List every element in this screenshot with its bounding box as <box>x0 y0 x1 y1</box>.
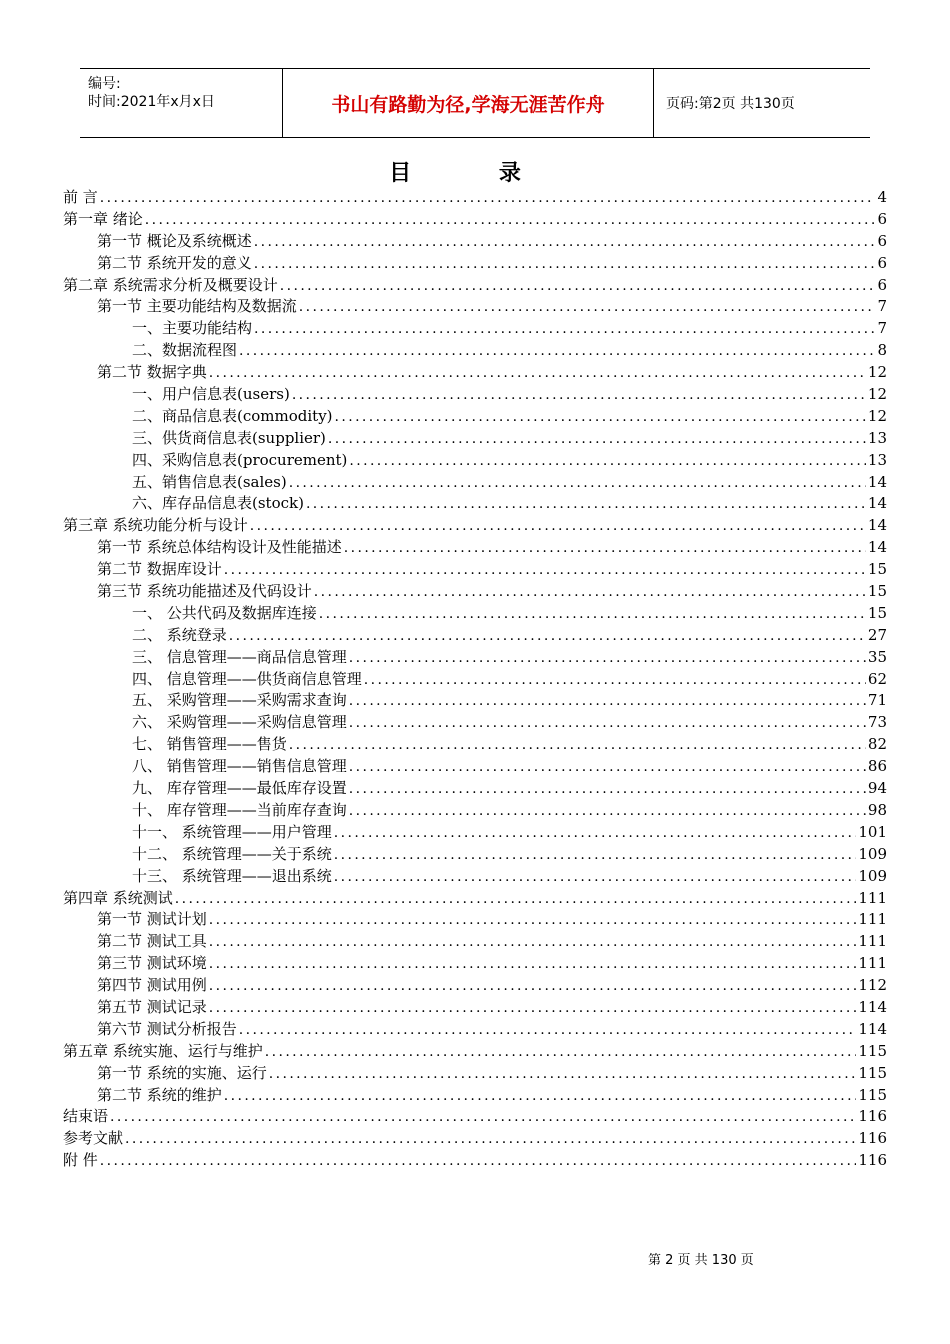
toc-leader-dots <box>364 672 866 688</box>
toc-leader-dots <box>145 212 876 228</box>
toc-entry-label: 第二章 系统需求分析及概要设计 <box>63 275 278 294</box>
toc-entry-page: 8 <box>877 341 887 360</box>
toc-entry-page: 6 <box>877 231 887 250</box>
toc-leader-dots <box>239 1022 857 1038</box>
toc-leader-dots <box>314 584 866 600</box>
toc-entry-label: 二、 系统登录 <box>132 625 227 644</box>
toc-entry-page: 13 <box>867 450 887 469</box>
toc-entry[interactable] <box>63 449 887 471</box>
toc-entry[interactable] <box>63 668 887 690</box>
toc-entry-page: 15 <box>867 560 887 579</box>
toc-entry-page: 15 <box>867 582 887 601</box>
toc-entry-label: 第二节 测试工具 <box>97 932 207 951</box>
toc-entry-page: 12 <box>867 406 887 425</box>
toc-leader-dots <box>269 1066 857 1082</box>
header-motto: 书山有路勤为径,学海无涯苦作舟 <box>282 69 654 137</box>
toc-entry[interactable] <box>63 1127 887 1149</box>
toc-entry[interactable] <box>63 1018 887 1040</box>
toc-entry[interactable] <box>63 252 887 274</box>
toc-entry-page: 116 <box>858 1107 887 1126</box>
toc-entry[interactable] <box>63 1105 887 1127</box>
toc-leader-dots <box>289 737 866 753</box>
toc-entry-page: 73 <box>867 713 887 732</box>
toc-entry-page: 7 <box>877 297 887 316</box>
toc-entry[interactable] <box>63 733 887 755</box>
toc-entry-page: 7 <box>877 319 887 338</box>
toc-leader-dots <box>344 540 866 556</box>
toc-entry-label: 第一节 概论及系统概述 <box>97 231 252 250</box>
toc-entry[interactable] <box>63 996 887 1018</box>
toc-entry[interactable] <box>63 602 887 624</box>
toc-entry-page: 12 <box>867 385 887 404</box>
page-footer: 第 2 页 共 130 页 <box>648 1253 754 1268</box>
toc-leader-dots <box>349 759 866 775</box>
toc-entry-label: 第二节 系统的维护 <box>97 1085 222 1104</box>
toc-leader-dots <box>265 1044 857 1060</box>
toc-entry-label: 附 件 <box>63 1151 98 1170</box>
toc-entry-label: 第五节 测试记录 <box>97 997 207 1016</box>
toc-entry[interactable] <box>63 274 887 296</box>
toc-entry[interactable] <box>63 908 887 930</box>
toc-entry-page: 62 <box>867 669 887 688</box>
toc-entry-page: 27 <box>867 625 887 644</box>
toc-leader-dots <box>209 365 866 381</box>
toc-entry-page: 71 <box>867 691 887 710</box>
toc-entry-page: 111 <box>858 954 887 973</box>
toc-leader-dots <box>349 453 866 469</box>
toc-entry-label: 五、销售信息表(sales) <box>132 472 287 491</box>
toc-entry[interactable] <box>63 514 887 536</box>
toc-entry[interactable] <box>63 186 887 208</box>
toc-entry-label: 第四节 测试用例 <box>97 976 207 995</box>
toc-leader-dots <box>334 869 857 885</box>
toc-entry-label: 三、 信息管理——商品信息管理 <box>132 647 347 666</box>
toc-entry[interactable] <box>63 624 887 646</box>
toc-entry[interactable] <box>63 1062 887 1084</box>
toc-entry-label: 参考文献 <box>63 1129 124 1148</box>
toc-entry-page: 15 <box>867 603 887 622</box>
toc-entry-page: 101 <box>858 822 887 841</box>
toc-entry-page: 14 <box>867 494 887 513</box>
toc-entry-label: 第三节 系统功能描述及代码设计 <box>97 582 312 601</box>
toc-entry-page: 6 <box>877 209 887 228</box>
toc-entry[interactable] <box>63 755 887 777</box>
toc-leader-dots <box>125 1131 856 1147</box>
toc-entry-page: 14 <box>867 516 887 535</box>
toc-entry-page: 109 <box>858 866 887 885</box>
toc-leader-dots <box>250 518 866 534</box>
toc-leader-dots <box>289 475 866 491</box>
toc-entry-page: 114 <box>858 997 887 1016</box>
toc-entry-label: 八、 销售管理——销售信息管理 <box>132 757 347 776</box>
toc-entry[interactable] <box>63 405 887 427</box>
toc-leader-dots <box>349 693 866 709</box>
toc-entry-page: 6 <box>877 275 887 294</box>
toc-entry-page: 6 <box>877 253 887 272</box>
toc-leader-dots <box>254 234 876 250</box>
toc-entry[interactable] <box>63 777 887 799</box>
toc-leader-dots <box>209 934 857 950</box>
toc-leader-dots <box>292 387 866 403</box>
toc-entry[interactable] <box>63 208 887 230</box>
toc-entry-label: 第一章 绪论 <box>63 209 143 228</box>
toc-leader-dots <box>349 715 866 731</box>
toc-leader-dots <box>306 496 866 512</box>
toc-entry-label: 三、供货商信息表(supplier) <box>132 428 326 447</box>
toc-entry-label: 第二节 系统开发的意义 <box>97 253 252 272</box>
toc-entry-label: 第六节 测试分析报告 <box>97 1019 237 1038</box>
toc-entry-label: 九、 库存管理——最低库存设置 <box>132 779 347 798</box>
toc-entry-label: 六、库存品信息表(stock) <box>132 494 304 513</box>
toc-entry-page: 111 <box>858 932 887 951</box>
toc-entry-page: 14 <box>867 538 887 557</box>
toc-entry-page: 115 <box>858 1085 887 1104</box>
toc-entry[interactable] <box>63 492 887 514</box>
toc-entry-label: 四、 信息管理——供货商信息管理 <box>132 669 362 688</box>
toc-entry-page: 4 <box>877 188 887 206</box>
toc-leader-dots <box>209 912 857 928</box>
toc-entry-label: 一、主要功能结构 <box>132 319 253 338</box>
toc-entry-page: 112 <box>858 976 887 995</box>
toc-leader-dots <box>328 431 866 447</box>
toc-leader-dots <box>209 1000 857 1016</box>
toc-entry-label: 五、 采购管理——采购需求查询 <box>132 691 347 710</box>
toc-entry[interactable] <box>63 1040 887 1062</box>
toc-leader-dots <box>254 321 875 337</box>
toc-leader-dots <box>280 278 876 294</box>
toc-entry[interactable] <box>63 383 887 405</box>
toc-entry-page: 116 <box>858 1151 887 1170</box>
toc-leader-dots <box>229 628 866 644</box>
toc-entry-label: 第一节 测试计划 <box>97 910 207 929</box>
toc-leader-dots <box>334 825 857 841</box>
toc-entry[interactable] <box>63 295 887 317</box>
toc-entry-page: 35 <box>867 647 887 666</box>
toc-leader-dots <box>334 847 857 863</box>
toc-entry[interactable] <box>63 558 887 580</box>
toc-entry-page: 114 <box>858 1019 887 1038</box>
toc-leader-dots <box>299 299 876 315</box>
toc-entry-label: 一、 公共代码及数据库连接 <box>132 603 317 622</box>
toc-entry-label: 第四章 系统测试 <box>63 888 173 907</box>
toc-entry[interactable] <box>63 952 887 974</box>
toc-entry[interactable] <box>63 339 887 361</box>
table-of-contents <box>63 186 887 1171</box>
toc-entry-page: 98 <box>867 800 887 819</box>
toc-entry-label: 前 言 <box>63 188 98 206</box>
toc-leader-dots <box>100 190 876 206</box>
header-page-label: 页码:第2页 共130页 <box>666 96 795 112</box>
toc-entry[interactable] <box>63 974 887 996</box>
toc-leader-dots <box>224 562 866 578</box>
toc-entry-label: 第二节 数据字典 <box>97 363 207 382</box>
toc-entry-label: 十二、 系统管理——关于系统 <box>132 844 332 863</box>
toc-leader-dots <box>224 1088 857 1104</box>
toc-entry-page: 111 <box>858 910 887 929</box>
toc-leader-dots <box>239 343 875 359</box>
toc-leader-dots <box>319 606 866 622</box>
toc-entry-label: 二、数据流程图 <box>132 341 238 360</box>
toc-leader-dots <box>209 956 857 972</box>
toc-entry[interactable] <box>63 1084 887 1106</box>
toc-entry[interactable] <box>63 471 887 493</box>
toc-entry[interactable] <box>63 230 887 252</box>
toc-entry-label: 二、商品信息表(commodity) <box>132 406 333 425</box>
toc-entry-page: 12 <box>867 363 887 382</box>
document-header <box>80 68 870 138</box>
toc-entry-label: 十一、 系统管理——用户管理 <box>132 822 332 841</box>
toc-leader-dots <box>110 1109 856 1125</box>
toc-entry-page: 115 <box>858 1041 887 1060</box>
toc-entry-label: 第三节 测试环境 <box>97 954 207 973</box>
toc-entry-page: 82 <box>867 735 887 754</box>
toc-entry[interactable] <box>63 887 887 909</box>
toc-entry-label: 第一节 主要功能结构及数据流 <box>97 297 297 316</box>
toc-entry[interactable] <box>63 361 887 383</box>
toc-leader-dots <box>100 1153 857 1169</box>
toc-entry-page: 116 <box>858 1129 887 1148</box>
toc-leader-dots <box>175 891 857 907</box>
toc-entry-label: 六、 采购管理——采购信息管理 <box>132 713 347 732</box>
toc-leader-dots <box>349 781 866 797</box>
toc-entry[interactable] <box>63 580 887 602</box>
toc-entry-label: 一、用户信息表(users) <box>132 385 290 404</box>
toc-entry-label: 第一节 系统总体结构设计及性能描述 <box>97 538 342 557</box>
toc-entry[interactable] <box>63 821 887 843</box>
toc-entry[interactable] <box>63 843 887 865</box>
toc-entry[interactable] <box>63 711 887 733</box>
toc-entry[interactable] <box>63 1149 887 1171</box>
toc-entry-label: 七、 销售管理——售货 <box>132 735 287 754</box>
toc-entry-label: 第一节 系统的实施、运行 <box>97 1063 267 1082</box>
toc-entry-label: 第二节 数据库设计 <box>97 560 222 579</box>
header-number-label: 编号: <box>88 76 121 92</box>
toc-entry-page: 115 <box>858 1063 887 1082</box>
toc-entry[interactable] <box>63 646 887 668</box>
toc-leader-dots <box>349 803 866 819</box>
toc-entry-page: 86 <box>867 757 887 776</box>
toc-leader-dots <box>254 256 876 272</box>
toc-entry[interactable] <box>63 536 887 558</box>
toc-entry[interactable] <box>63 689 887 711</box>
toc-entry[interactable] <box>63 317 887 339</box>
toc-entry-page: 13 <box>867 428 887 447</box>
toc-entry-label: 十、 库存管理——当前库存查询 <box>132 800 347 819</box>
page-title: 目 录 <box>389 161 561 186</box>
toc-entry[interactable] <box>63 799 887 821</box>
toc-leader-dots <box>335 409 866 425</box>
toc-entry-page: 14 <box>867 472 887 491</box>
header-time-label: 时间:2021年x月x日 <box>88 94 215 110</box>
toc-entry-page: 109 <box>858 844 887 863</box>
header-meta-cell <box>80 69 280 137</box>
toc-leader-dots <box>209 978 857 994</box>
toc-entry-label: 十三、 系统管理——退出系统 <box>132 866 332 885</box>
toc-entry-page: 111 <box>858 888 887 907</box>
toc-entry-label: 结束语 <box>63 1107 109 1126</box>
toc-entry-page: 94 <box>867 779 887 798</box>
toc-leader-dots <box>349 650 866 666</box>
toc-entry[interactable] <box>63 427 887 449</box>
toc-entry-label: 四、采购信息表(procurement) <box>132 450 348 469</box>
toc-entry[interactable] <box>63 865 887 887</box>
toc-entry[interactable] <box>63 930 887 952</box>
toc-entry-label: 第五章 系统实施、运行与维护 <box>63 1041 263 1060</box>
toc-entry-label: 第三章 系统功能分析与设计 <box>63 516 248 535</box>
